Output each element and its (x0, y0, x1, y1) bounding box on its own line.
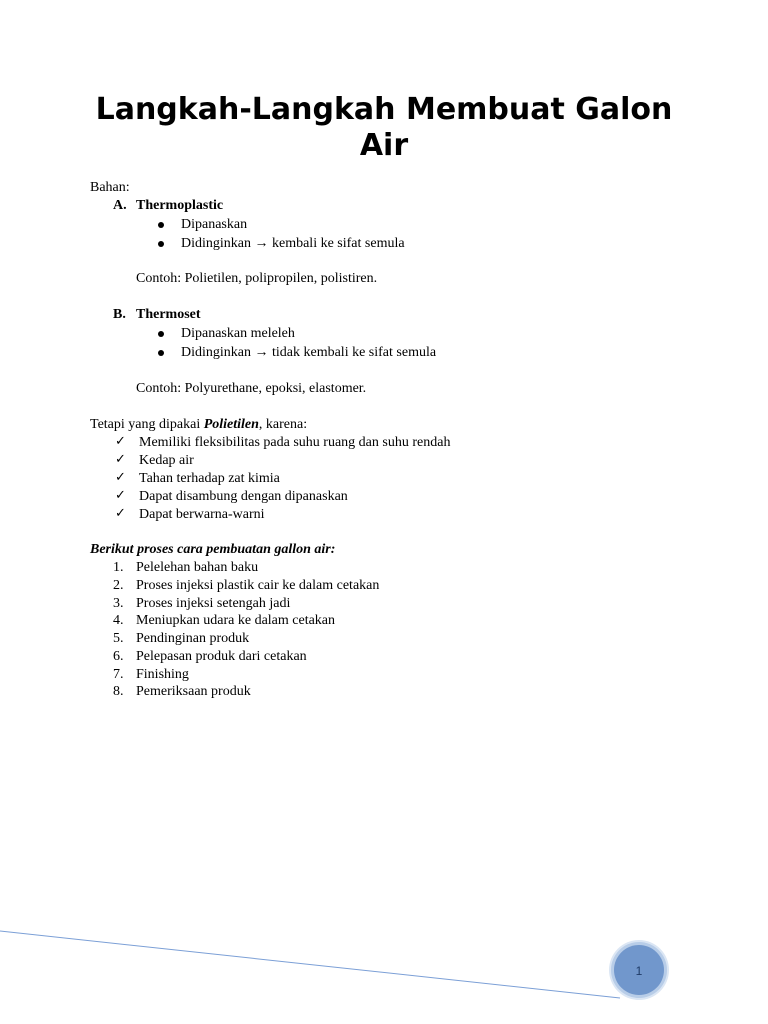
step-text: Pemeriksaan produk (136, 684, 251, 699)
section-b-contoh: Contoh: Polyurethane, epoksi, elastomer. (136, 381, 367, 396)
step-number: 1. (113, 560, 124, 575)
step-text: Pendinginan produk (136, 631, 250, 646)
step-text: Pelelehan bahan baku (136, 560, 259, 575)
checkmark-icon: ✓ (115, 434, 126, 449)
checklist-item: Tahan terhadap zat kimia (139, 471, 280, 486)
step-number: 5. (113, 631, 124, 646)
page-number: 1 (635, 964, 643, 978)
reason-line (90, 416, 307, 434)
section-a-item: Dipanaskan (181, 217, 248, 232)
step-text: Proses injeksi setengah jadi (136, 596, 291, 611)
bahan-label: Bahan: (90, 180, 130, 195)
reason-prefix: Tetapi yang dipakai (90, 417, 204, 432)
step-number: 8. (113, 684, 124, 699)
checkmark-icon: ✓ (115, 470, 126, 485)
step-text: Proses injeksi plastik cair ke dalam cetakan (136, 578, 380, 593)
step-text: Finishing (136, 667, 189, 682)
checklist-item: Dapat berwarna-warni (139, 507, 265, 522)
section-a-marker: A. (113, 198, 127, 213)
step-number: 6. (113, 649, 124, 664)
bullet-icon (158, 350, 164, 356)
bullet-icon (158, 241, 164, 247)
checklist-item: Memiliki fleksibilitas pada suhu ruang dan suhu rendah (139, 435, 451, 450)
section-b-item: Dipanaskan meleleh (181, 326, 295, 341)
page-title: Langkah-Langkah Membuat Galon Air (95, 92, 673, 163)
section-b-marker: B. (113, 307, 126, 322)
bullet-icon (158, 222, 164, 228)
checkmark-icon: ✓ (115, 506, 126, 521)
section-b-heading: Thermoset (136, 307, 201, 322)
section-b-item: Didinginkan → tidak kembali ke sifat semula (181, 345, 437, 360)
section-a-contoh: Contoh: Polietilen, polipropilen, polistiren. (136, 271, 378, 286)
footer-rule (0, 931, 620, 998)
section-a-item: Didinginkan → kembali ke sifat semula (181, 236, 405, 251)
step-number: 4. (113, 613, 124, 628)
step-number: 2. (113, 578, 124, 593)
step-text: Pelepasan produk dari cetakan (136, 649, 307, 664)
checkmark-icon: ✓ (115, 488, 126, 503)
step-text: Meniupkan udara ke dalam cetakan (136, 613, 336, 628)
step-number: 3. (113, 596, 124, 611)
checklist-item: Dapat disambung dengan dipanaskan (139, 489, 348, 504)
reason-suffix: , karena: (258, 417, 308, 432)
process-heading: Berikut proses cara pembuatan gallon air: (90, 542, 336, 557)
checkmark-icon: ✓ (115, 452, 126, 467)
step-number: 7. (113, 667, 124, 682)
checklist-item: Kedap air (139, 453, 194, 468)
section-a-heading: Thermoplastic (136, 198, 224, 213)
bullet-icon (158, 331, 164, 337)
reason-emphasis: Polietilen (203, 417, 259, 432)
